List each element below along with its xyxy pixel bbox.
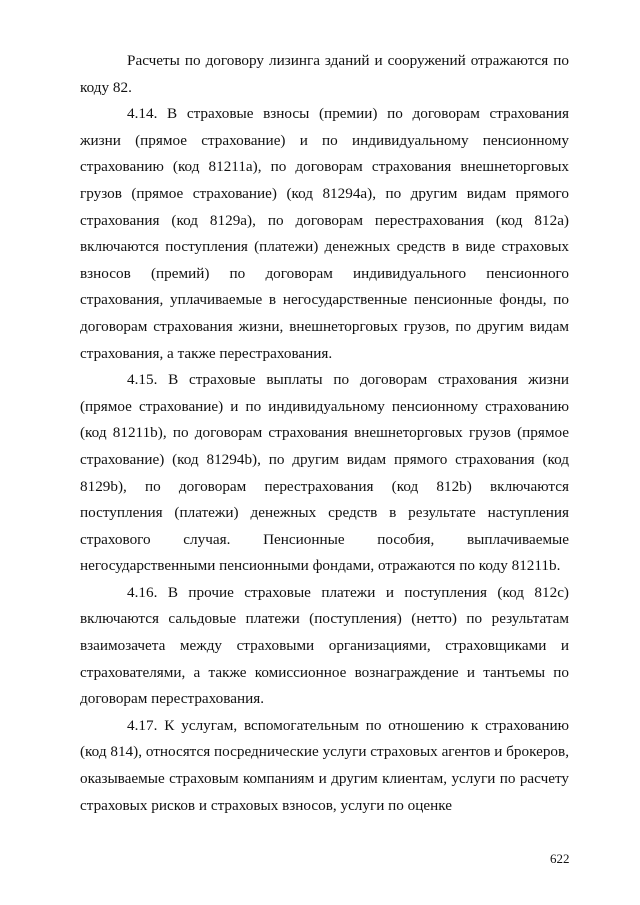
paragraph-4-16: 4.16. В прочие страховые платежи и поступления (код 812c) включаются сальдовые платежи (поступления) (нетто) по результатам взаимозачета между страховыми организациями, страховщиками и страхователями, а также комиссионное вознаграждение и тантьемы по договорам перестрахования. — [80, 583, 569, 708]
body-text — [80, 48, 569, 819]
page-number: 622 — [550, 851, 570, 866]
paragraph-4-14: 4.14. В страховые взносы (премии) по договорам страхования жизни (прямое страхование) и по индивидуальному пенсионному страхованию (код 81211a), по договорам страхования внешнеторговых грузов (прямое страхование) (код 81294a), по другим видам прямого страхования (код 8129a), по договорам перестрахования (код 812a) включаются поступления (платежи) денежных средств в виде страховых взносов (премий) по договорам индивидуального пенсионного страхования, уплачиваемые в негосударственные пенсионные фонды, по договорам страхования жизни, внешнеторговых грузов, по другим видам страхования, а также перестрахования. — [80, 105, 569, 362]
paragraph-leasing-note: Расчеты по договору лизинга зданий и сооружений отражаются по коду 82. — [80, 52, 569, 96]
paragraph-4-15: 4.15. В страховые выплаты по договорам страхования жизни (прямое страхование) и по индивидуальному пенсионному страхованию (код 81211b), по договорам страхования внешнеторговых грузов (прямое страхование) (код 81294b), по другим видам прямого страхования (код 8129b), по договорам перестрахования (код 812b) включаются поступления (платежи) денежных средств в результате наступления страхового случая. Пенсионные пособия, выплачиваемые негосударственными пенсионными фондами, отражаются по коду 81211b. — [80, 371, 569, 575]
paragraph-4-17: 4.17. К услугам, вспомогательным по отношению к страхованию (код 814), относятся посреднические услуги страховых агентов и брокеров, оказываемые страховым компаниям и другим клиентам, услуги по расчету страховых рисков и страховых взносов, услуги по оценке — [80, 716, 569, 814]
